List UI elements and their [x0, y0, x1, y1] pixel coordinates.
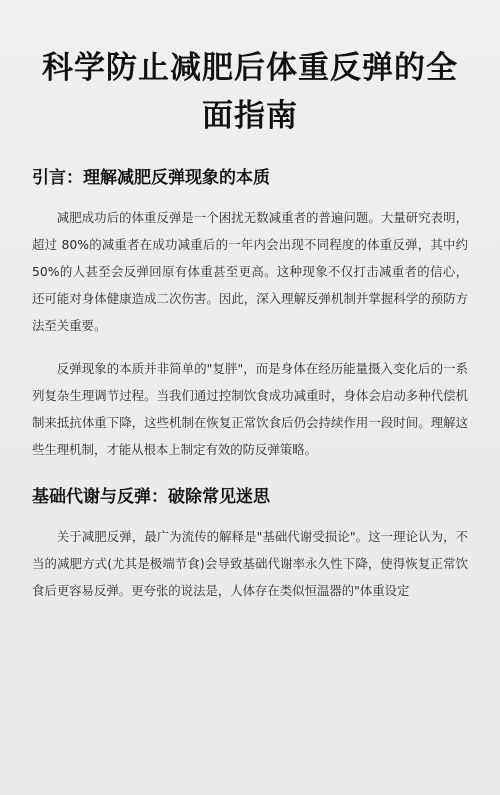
paragraph: 反弹现象的本质并非简单的"复胖"，而是身体在经历能量摄入变化后的一系列复杂生理调节过程。当我们通过控制饮食成功减重时，身体会启动多种代偿机制来抵抗体重下降，这些机制在恢复正常饮食后仍会持续作用一段时间。理解这些生理机制，才能从根本上制定有效的防反弹策略。 [32, 361, 468, 457]
section-metabolism [32, 485, 468, 604]
section-heading: 基础代谢与反弹：破除常见迷思 [32, 487, 270, 507]
document-title: 科学防止减肥后体重反弹的全面指南 [42, 50, 458, 134]
section-introduction [32, 166, 468, 463]
section-heading: 引言：理解减肥反弹现象的本质 [32, 168, 270, 188]
paragraph: 减肥成功后的体重反弹是一个困扰无数减重者的普遍问题。大量研究表明，超过 80%的减重者在成功减重后的一年内会出现不同程度的体重反弹，其中约 50%的人甚至会反弹回原有体重甚至更高。这种现象不仅打击减重者的信心，还可能对身体健康造成二次伤害。因此，深入理解反弹机制并掌握科学的预防方法至关重要。 [32, 210, 468, 333]
paragraph: 关于减肥反弹，最广为流传的解释是"基础代谢受损论"。这一理论认为，不当的减肥方式(尤其是极端节食)会导致基础代谢率永久性下降，使得恢复正常饮食后更容易反弹。更夸张的说法是，人体存在类似恒温器的"体重设定 [32, 529, 468, 598]
